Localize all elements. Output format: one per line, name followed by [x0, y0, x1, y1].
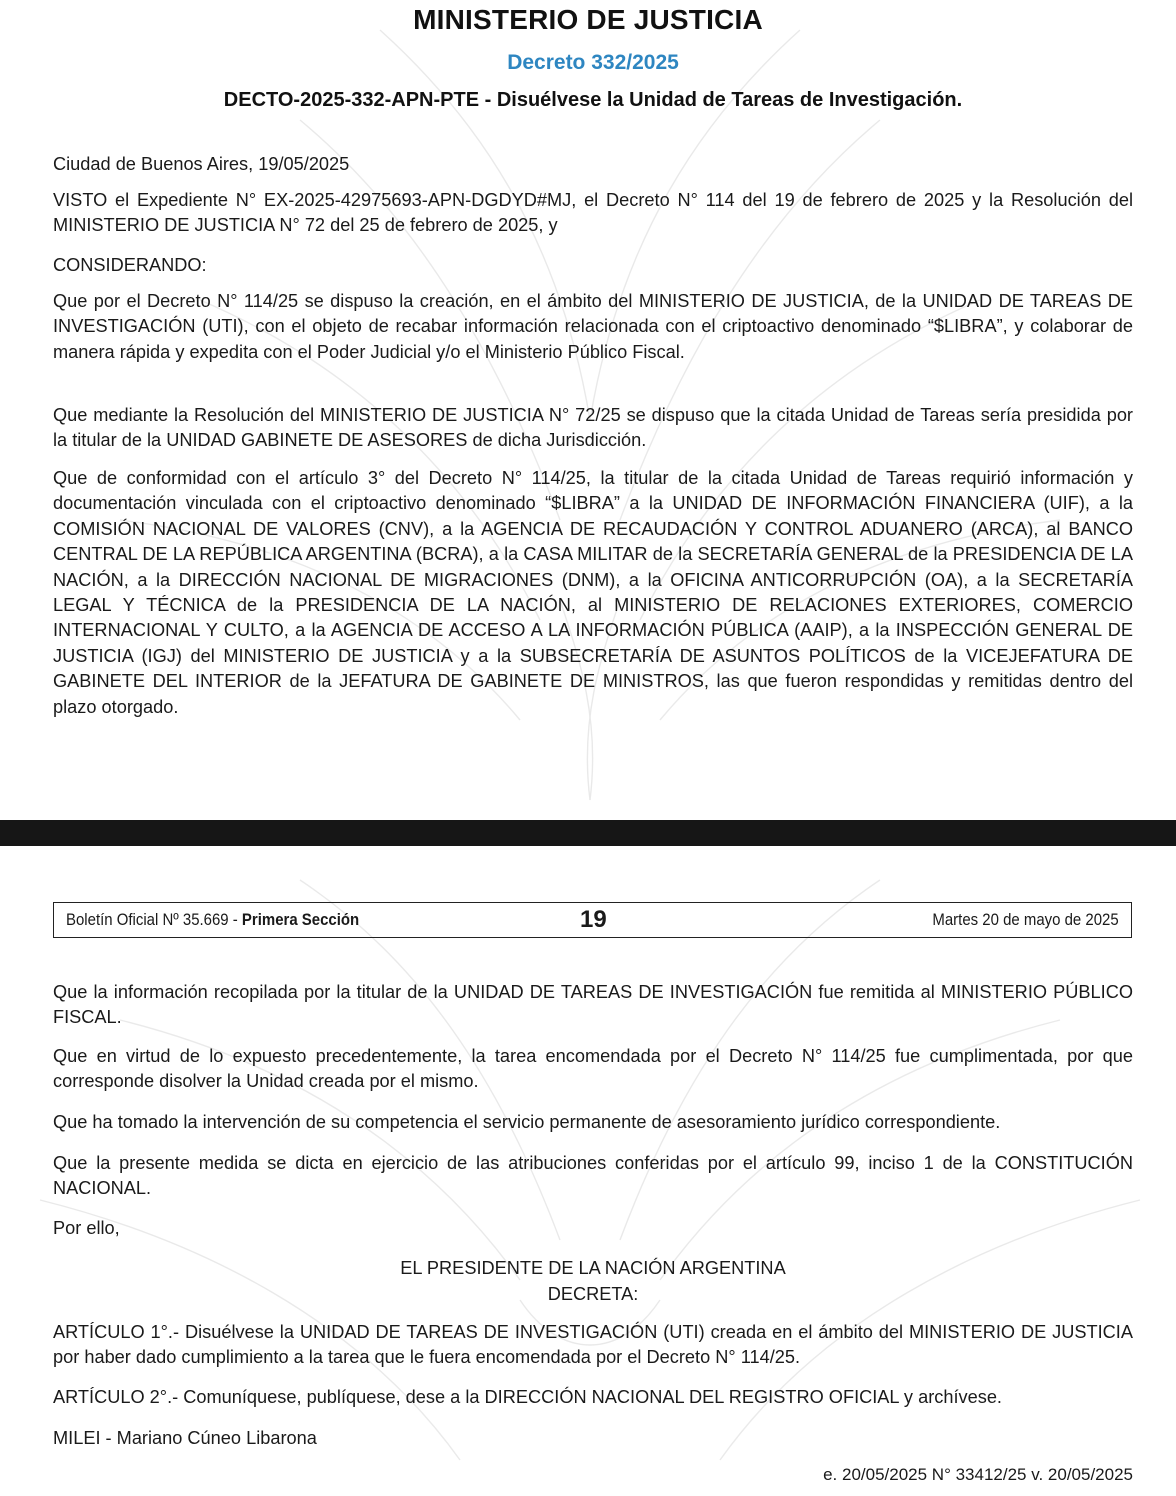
considerando-paragraph-6: Que ha tomado la intervención de su competencia el servicio permanente de asesoramiento jurídico correspondiente.	[53, 1112, 1001, 1132]
bulletin-section: Primera Sección	[241, 910, 360, 929]
article-2: ARTÍCULO 2°.- Comuníquese, publíquese, dese a la DIRECCIÓN NACIONAL DEL REGISTRO OFICIAL y archívese.	[53, 1387, 1002, 1407]
decree-number: Decreto 332/2025	[507, 51, 679, 74]
considerando-paragraph-3: Que de conformidad con el artículo 3° del Decreto N° 114/25, la titular de la citada Unidad de Tareas requirió información y documentación vinculada con el criptoactivo denominado “$LIBRA” a la UNIDAD DE INFORMACIÓN FINANCIERA (UIF), a la COMISIÓN NACIONAL DE VALORES (CNV), a la AGENCIA DE RECAUDACIÓN Y CONTROL ADUANERO (ARCA), al BANCO CENTRAL DE LA REPÚBLICA ARGENTINA (BCRA), a la CASA MILITAR de la SECRETARÍA GENERAL de la PRESIDENCIA DE LA NACIÓN, a la DIRECCIÓN NACIONAL DE MIGRACIONES (DNM), a la OFICINA ANTICORRUPCIÓN (OA), a la SECRETARÍA LEGAL Y TÉCNICA de la PRESIDENCIA DE LA NACIÓN, al MINISTERIO DE RELACIONES EXTERIORES, COMERCIO INTERNACIONAL Y CULTO, a la AGENCIA DE ACCESO A LA INFORMACIÓN PÚBLICA (AAIP), a la INSPECCIÓN GENERAL DE JUSTICIA (IGJ) del MINISTERIO DE JUSTICIA y a la SUBSECRETARÍA DE ASUNTOS POLÍTICOS de la VICEJEFATURA DE GABINETE DEL INTERIOR de la JEFATURA DE GABINETE DE MINISTROS, las que fueron respondidas y remitidas dentro del plazo otorgado.	[53, 468, 1133, 717]
considerando-heading: CONSIDERANDO:	[53, 255, 207, 275]
page-divider	[0, 820, 1176, 846]
article-1: ARTÍCULO 1°.- Disuélvese la UNIDAD DE TAREAS DE INVESTIGACIÓN (UTI) creada en el ámbito del MINISTERIO DE JUSTICIA por haber dado cumplimiento a la tarea que le fuera encomendada por el Decreto N° 114/25.	[53, 1322, 1133, 1368]
bulletin-header	[53, 902, 1132, 938]
considerando-paragraph-1: Que por el Decreto N° 114/25 se dispuso la creación, en el ámbito del MINISTERIO DE JUSTICIA, de la UNIDAD DE TAREAS DE INVESTIGACIÓN (UTI), con el objeto de recabar información relacionada con el criptoactivo denominado “$LIBRA”, y colaborar de manera rápida y expedita con el Poder Judicial y/o el Ministerio Público Fiscal.	[53, 291, 1133, 362]
considerando-paragraph-7: Que la presente medida se dicta en ejercicio de las atribuciones conferidas por el artículo 99, inciso 1 de la CONSTITUCIÓN NACIONAL.	[53, 1153, 1133, 1199]
document-page-bottom	[0, 846, 1176, 1496]
place-date: Ciudad de Buenos Aires, 19/05/2025	[53, 154, 350, 174]
considerando-paragraph-5: Que en virtud de lo expuesto precedentemente, la tarea encomendada por el Decreto N° 114/25 fue cumplimentada, por que corresponde disolver la Unidad creada por el mismo.	[53, 1046, 1133, 1092]
bulletin-date: Martes 20 de mayo de 2025	[932, 910, 1119, 929]
bulletin-issue: Boletín Oficial Nº 35.669 - Primera Sección	[66, 910, 360, 929]
president-heading: EL PRESIDENTE DE LA NACIÓN ARGENTINA	[400, 1258, 786, 1278]
decree-heading: DECTO-2025-332-APN-PTE - Disuélvese la Unidad de Tareas de Investigación.	[223, 89, 963, 111]
decreta-heading: DECRETA:	[547, 1284, 639, 1304]
visto-paragraph: VISTO el Expediente N° EX-2025-42975693-APN-DGDYD#MJ, el Decreto N° 114 del 19 de febrero de 2025 y la Resolución del MINISTERIO DE JUSTICIA N° 72 del 25 de febrero de 2025, y	[53, 190, 1133, 236]
ministry-title: MINISTERIO DE JUSTICIA	[413, 4, 763, 35]
publication-reference: e. 20/05/2025 N° 33412/25 v. 20/05/2025	[823, 1465, 1133, 1484]
signature: MILEI - Mariano Cúneo Libarona	[53, 1428, 317, 1448]
considerando-paragraph-4: Que la información recopilada por la titular de la UNIDAD DE TAREAS DE INVESTIGACIÓN fue remitida al MINISTERIO PÚBLICO FISCAL.	[53, 982, 1133, 1028]
considerando-paragraph-2: Que mediante la Resolución del MINISTERIO DE JUSTICIA N° 72/25 se dispuso que la citada Unidad de Tareas sería presidida por la titular de la UNIDAD GABINETE DE ASESORES de dicha Jurisdicción.	[53, 405, 1133, 451]
bulletin-page-number: 19	[580, 906, 607, 933]
por-ello: Por ello,	[53, 1218, 120, 1238]
